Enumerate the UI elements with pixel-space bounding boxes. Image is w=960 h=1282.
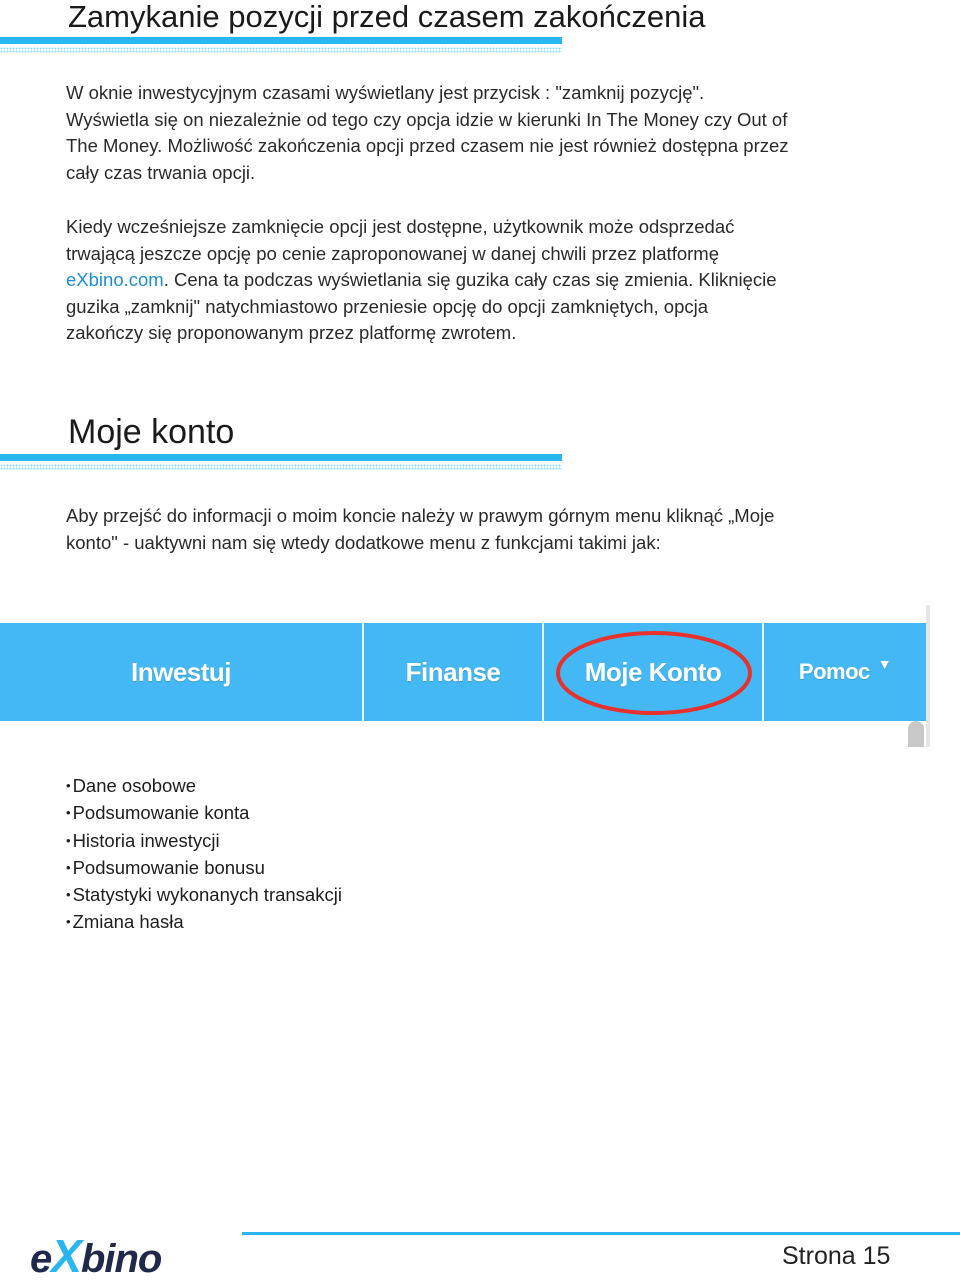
window-edge xyxy=(926,605,930,747)
list-item: • Dane osobowe xyxy=(66,773,342,800)
menu-screenshot xyxy=(0,605,930,747)
closing-paragraph-2: Kiedy wcześniejsze zamknięcie opcji jest dostępne, użytkownik może odsprzedać trwającą jeszcze opcję po cenie zaproponowanej w danej chwili przez platformę eXbino.com. Cena ta podczas wyświetlania się guzika cały czas się zmienia. Kliknięcie guzika „zamknij" natychmiastowo przeniesie opcję do opcji zamkniętych, opcja zakończy się proponowanym przez platformę zwrotem. xyxy=(66,216,777,343)
section-title-closing: Zamykanie pozycji przed czasem zakończenia xyxy=(68,0,706,34)
footer-rule xyxy=(242,1232,960,1235)
title-underline xyxy=(0,454,562,470)
list-item: • Podsumowanie konta xyxy=(66,800,342,827)
chevron-down-icon: ▼ xyxy=(877,656,892,672)
menu-pomoc[interactable]: Pomoc ▼ xyxy=(762,623,926,721)
menu-finanse[interactable]: Finanse xyxy=(362,623,542,721)
list-item: • Statystyki wykonanych transakcji xyxy=(66,882,342,909)
closing-paragraph-1: W oknie inwestycyjnym czasami wyświetlany jest przycisk : "zamknij pozycję". Wyświetla się on niezależnie od tego czy opcja idzie w kierunki In The Money czy Out of The Money. Możliwość zakończenia opcji przed czasem nie jest również dostępna przez cały czas trwania opcji. xyxy=(66,82,789,183)
account-menu-list xyxy=(66,773,342,937)
list-item: • Podsumowanie bonusu xyxy=(66,855,342,882)
section-title-account: Moje konto xyxy=(68,413,235,451)
highlight-circle xyxy=(544,623,762,721)
top-menu-bar xyxy=(0,623,926,721)
page-number: Strona 15 xyxy=(782,1242,891,1270)
list-item: • Zmiana hasła xyxy=(66,909,342,936)
exbino-logo: eXbino xyxy=(30,1230,162,1282)
account-intro: Aby przejść do informacji o moim koncie należy w prawym górnym menu kliknąć „Moje konto" - uaktywni nam się wtedy dodatkowe menu z funkcjami takimi jak: xyxy=(66,505,775,553)
scrollbar-thumb[interactable] xyxy=(908,721,924,747)
menu-moje-konto[interactable]: Moje Konto xyxy=(542,623,762,721)
menu-inwestuj[interactable]: Inwestuj xyxy=(130,656,231,687)
list-item: • Historia inwestycji xyxy=(66,828,342,855)
exbino-link[interactable]: eXbino.com xyxy=(66,269,164,290)
title-underline xyxy=(0,37,562,53)
